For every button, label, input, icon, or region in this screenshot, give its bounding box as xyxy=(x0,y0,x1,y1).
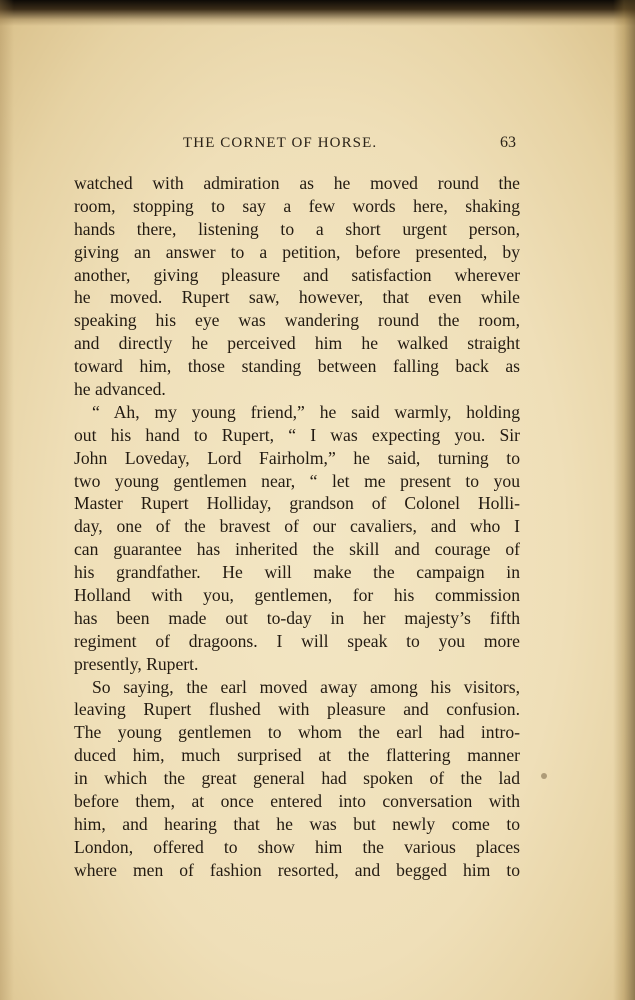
text-line: hands there, listening to a short urgent person, xyxy=(74,218,520,239)
text-line: Master Rupert Holliday, grandson of Colonel Holli- xyxy=(74,493,520,514)
text-line: presently, Rupert. xyxy=(74,653,199,674)
text-line: regiment of dragoons. I will speak to you more xyxy=(74,630,520,651)
text-line: two young gentlemen near, “ let me present to you xyxy=(74,470,520,491)
page-number: 63 xyxy=(500,134,516,151)
text-line: day, one of the bravest of our cavaliers, and who I xyxy=(74,516,520,537)
text-line: London, offered to show him the various places xyxy=(74,836,520,857)
text-line: giving an answer to a petition, before presented, by xyxy=(74,241,520,262)
text-line: So saying, the earl moved away among his visitors, xyxy=(92,676,520,697)
body-text xyxy=(74,172,520,882)
text-line: where men of fashion resorted, and begged him to xyxy=(74,859,520,880)
text-line: and directly he perceived him he walked straight xyxy=(74,333,520,354)
text-line: John Loveday, Lord Fairholm,” he said, turning to xyxy=(74,447,520,468)
text-line: leaving Rupert flushed with pleasure and confusion. xyxy=(74,699,520,720)
page-left-edge xyxy=(0,0,14,1000)
text-line: in which the great general had spoken of the lad xyxy=(74,768,520,789)
text-line: watched with admiration as he moved round the xyxy=(74,173,520,193)
text-line: “ Ah, my young friend,” he said warmly, holding xyxy=(92,401,520,422)
text-line: out his hand to Rupert, “ I was expecting you. Sir xyxy=(74,424,520,445)
text-line: room, stopping to say a few words here, shaking xyxy=(74,195,520,216)
page-top-shadow xyxy=(0,0,635,26)
text-line: he moved. Rupert saw, however, that even while xyxy=(74,287,520,308)
text-line: speaking his eye was wandering round the room, xyxy=(74,310,520,331)
running-head: THE CORNET OF HORSE. xyxy=(183,135,378,151)
text-line: toward him, those standing between falling back as xyxy=(74,356,520,377)
text-line: can guarantee has inherited the skill and courage of xyxy=(74,539,520,560)
text-line: he advanced. xyxy=(74,379,166,400)
page-right-edge xyxy=(613,0,635,1000)
text-line: Holland with you, gentlemen, for his commission xyxy=(74,585,520,606)
paper-spot xyxy=(541,773,547,779)
text-line: The young gentlemen to whom the earl had intro- xyxy=(74,722,520,743)
text-line: another, giving pleasure and satisfaction wherever xyxy=(74,264,520,285)
text-line: duced him, much surprised at the flattering manner xyxy=(74,745,520,766)
text-line: his grandfather. He will make the campaign in xyxy=(74,562,520,583)
text-line: has been made out to-day in her majesty’s fifth xyxy=(74,607,520,628)
text-line: him, and hearing that he was but newly come to xyxy=(74,813,520,834)
text-line: before them, at once entered into conversation with xyxy=(74,791,520,812)
